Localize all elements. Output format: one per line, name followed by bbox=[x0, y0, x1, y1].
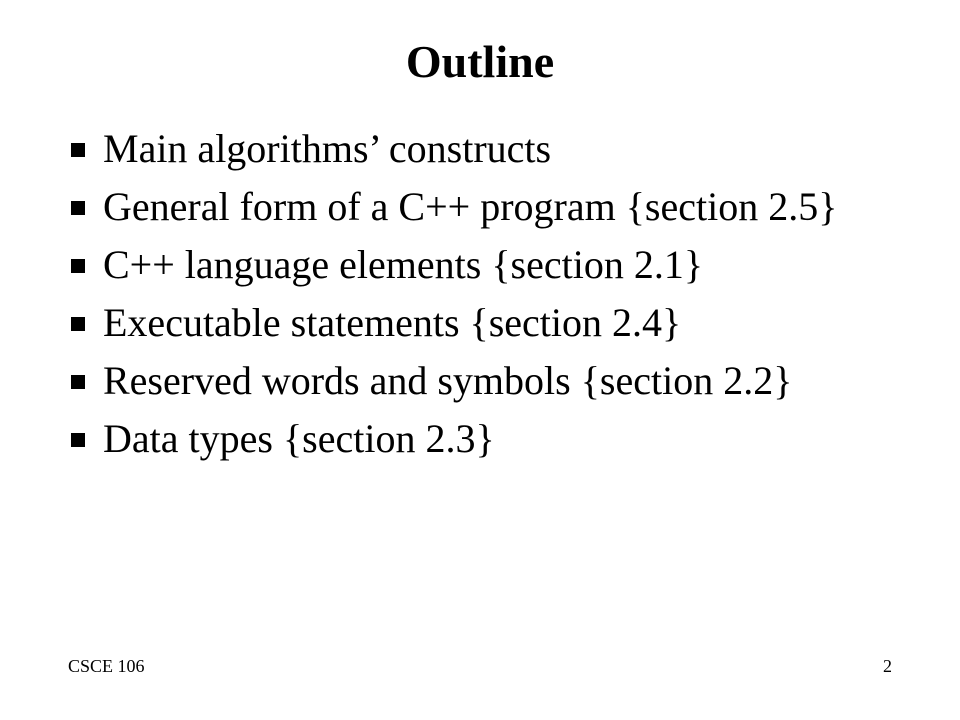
footer-page-number: 2 bbox=[883, 656, 892, 676]
bullet-list bbox=[68, 126, 894, 474]
square-bullet-icon bbox=[71, 375, 85, 389]
bullet-item bbox=[68, 184, 894, 230]
bullet-text: General form of a C++ program {section 2.5} bbox=[103, 184, 838, 229]
bullet-text: C++ language elements {section 2.1} bbox=[103, 242, 704, 287]
square-bullet-icon bbox=[71, 259, 85, 273]
square-bullet-icon bbox=[71, 143, 85, 157]
bullet-text: Data types {section 2.3} bbox=[103, 416, 495, 461]
bullet-item bbox=[68, 242, 894, 288]
slide-title: Outline bbox=[405, 36, 555, 87]
bullet-text: Executable statements {section 2.4} bbox=[103, 300, 682, 345]
footer-course: CSCE 106 bbox=[68, 656, 145, 676]
bullet-item bbox=[68, 300, 894, 346]
square-bullet-icon bbox=[71, 433, 85, 447]
square-bullet-icon bbox=[71, 201, 85, 215]
bullet-item bbox=[68, 416, 894, 462]
bullet-item bbox=[68, 358, 894, 404]
bullet-text: Main algorithms’ constructs bbox=[103, 126, 552, 171]
bullet-item bbox=[68, 126, 894, 172]
bullet-text: Reserved words and symbols {section 2.2} bbox=[103, 358, 793, 403]
square-bullet-icon bbox=[71, 317, 85, 331]
